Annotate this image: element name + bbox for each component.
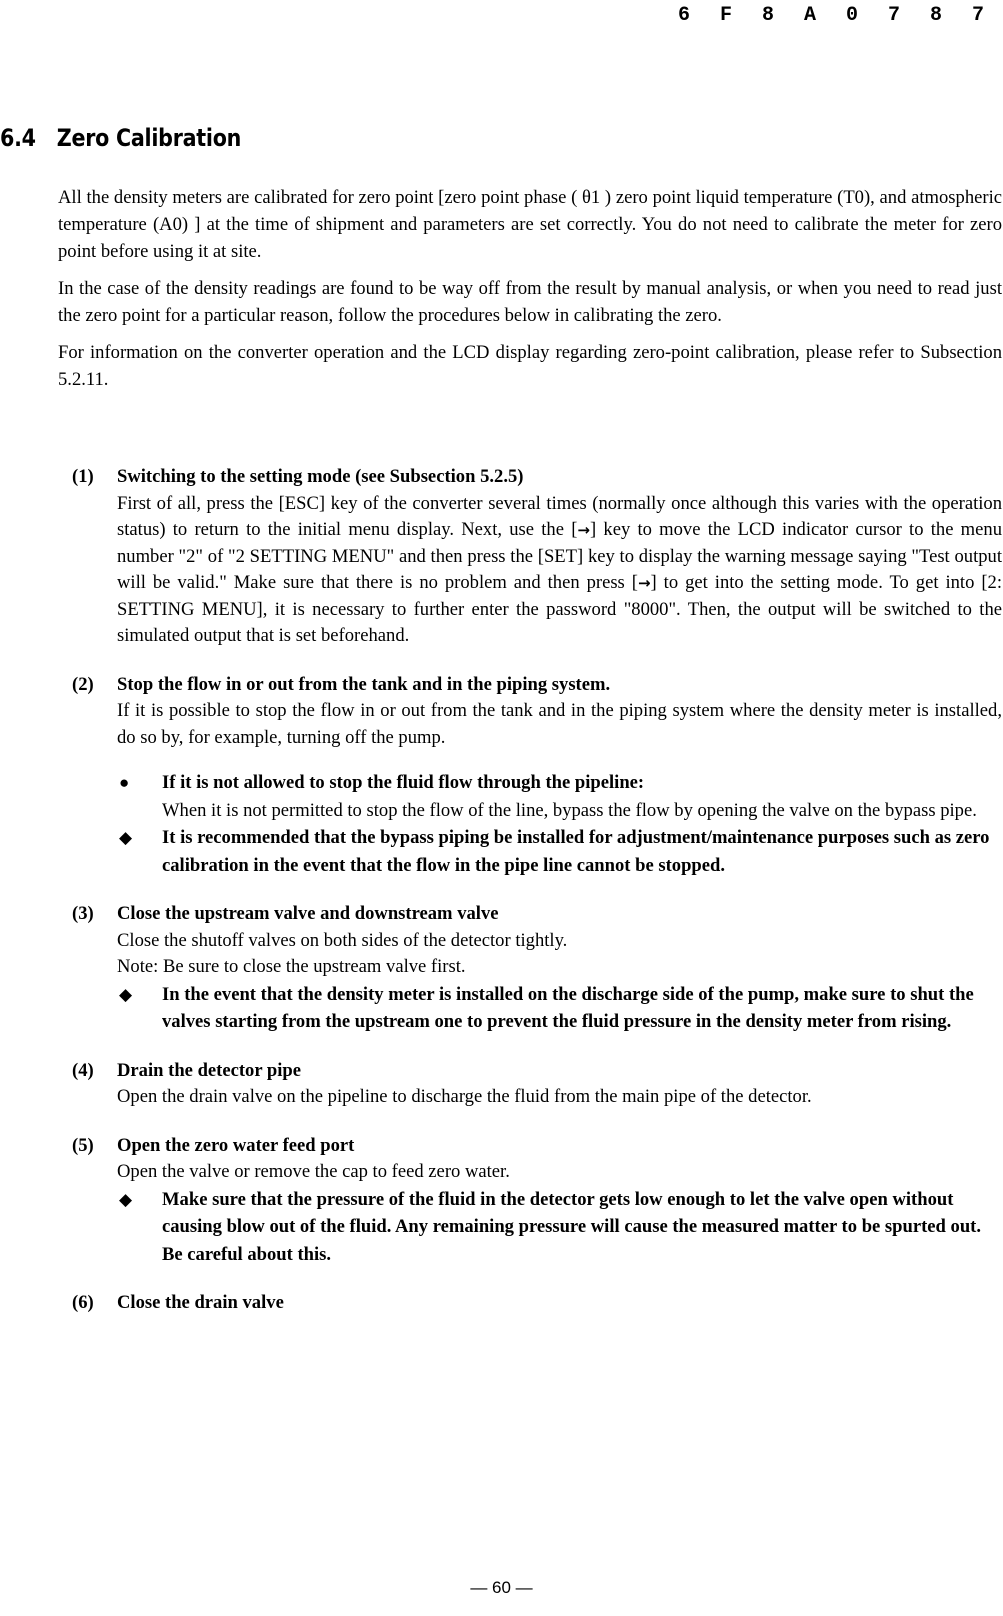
step-number: (4) <box>72 1059 94 1081</box>
bullet-text: It is recommended that the bypass piping be installed for adjustment/maintenance purposes such as zero calibration in the event that the flow in the pipe line cannot be stopped. <box>162 827 990 876</box>
step-number: (1) <box>72 466 94 487</box>
step-title: Stop the flow in or out from the tank and in the piping system. <box>117 673 611 695</box>
bullet-item <box>117 769 1002 824</box>
circle-bullet-icon: ● <box>119 773 130 792</box>
document-id: 6 F 8 A 0 7 8 7 <box>677 4 993 27</box>
diamond-bullet-icon: ◆ <box>119 828 133 847</box>
step-body: If it is possible to stop the flow in or out from the tank and in the piping system where the density meter is installed, do so by, for example, turning off the pump. <box>117 700 1002 748</box>
step-body-part-1: First of all, press the [ESC] key of the converter several times (normally once although this varies with the operation status) to return to the initial menu display. Next, use the [ <box>117 492 1002 540</box>
step-title: Switching to the setting mode (see Subsection 5.2.5) <box>117 466 524 487</box>
step-body: Open the valve or remove the cap to feed zero water. <box>117 1161 510 1182</box>
right-arrow-key-icon: → <box>577 521 590 539</box>
bullet-text: In the event that the density meter is installed on the discharge side of the pump, make sure to shut the valves starting from the upstream one to prevent the fluid pressure in the density meter from rising. <box>162 983 974 1032</box>
step-number: (5) <box>72 1134 94 1156</box>
intro-text <box>58 184 1002 403</box>
intro-paragraph-2: In the case of the density readings are found to be way off from the result by manual analysis, or when you need to read just the zero point for a particular reason, follow the procedures below in calibrating the zero. <box>58 278 1002 326</box>
intro-paragraph-1: All the density meters are calibrated for zero point [zero point phase ( θ1 ) zero point liquid temperature (T0), and atmospheric temperature (A0) ] at the time of shipment and parameters are set correctly. You do not need to calibrate the meter for zero point before using it at site. <box>58 187 1002 262</box>
step-title: Close the upstream valve and downstream valve <box>117 903 499 924</box>
step-body <box>117 491 1002 650</box>
diamond-bullet-icon: ◆ <box>119 984 133 1004</box>
step-body-part-3: ] to get into the setting mode. To get into [2: SETTING MENU], it is necessary to further enter the password "8000". Then, the output will be switched to the simulated output that is set beforehand. <box>117 572 1002 646</box>
intro-paragraph-3: For information on the converter operation and the LCD display regarding zero-point calibration, please refer to Subsection 5.2.11. <box>58 342 1002 390</box>
step-title: Open the zero water feed port <box>117 1134 355 1156</box>
step-body: Open the drain valve on the pipeline to discharge the fluid from the main pipe of the detector. <box>117 1086 812 1107</box>
bullet-title: If it is not allowed to stop the fluid flow through the pipeline: <box>162 772 645 793</box>
section-number: 6.4 <box>0 124 36 152</box>
procedure-steps <box>72 464 1002 1339</box>
bullet-text: Make sure that the pressure of the fluid in the detector gets low enough to let the valve open without causing blow out of the fluid. Any remaining pressure will cause the measured matter to be spurted out. Be careful about this. <box>162 1188 982 1265</box>
diamond-bullet-icon: ◆ <box>119 1189 133 1209</box>
step-number: (6) <box>72 1292 94 1313</box>
step-body-part-2: ] key to move the LCD indicator cursor to the menu number "2" of "2 SETTING MENU" and then press the [SET] key to display the warning message saying "Test output will be valid." Make sure that there is no problem and then press [ <box>117 519 1002 593</box>
bullet-item <box>117 824 1002 879</box>
bullet-item <box>117 1186 1002 1269</box>
page-number: — 60 — <box>470 1578 533 1597</box>
step-note: Note: Be sure to close the upstream valve first. <box>117 956 466 977</box>
step-1 <box>72 464 1002 650</box>
step-3 <box>72 901 1002 1036</box>
step-6 <box>72 1290 1002 1317</box>
step-number: (2) <box>72 673 94 695</box>
section-heading <box>0 124 241 152</box>
bullet-item <box>117 981 1002 1036</box>
step-title: Close the drain valve <box>117 1292 284 1313</box>
bullet-body: When it is not permitted to stop the flow of the line, bypass the flow by opening the valve on the bypass pipe. <box>162 799 977 821</box>
step-body: Close the shutoff valves on both sides of the detector tightly. <box>117 929 568 951</box>
right-arrow-key-icon: → <box>637 574 651 592</box>
step-title: Drain the detector pipe <box>117 1059 302 1081</box>
step-5 <box>72 1133 1002 1269</box>
step-2 <box>72 672 1002 880</box>
step-number: (3) <box>72 903 94 924</box>
step-4 <box>72 1058 1002 1111</box>
section-title: Zero Calibration <box>56 124 242 152</box>
